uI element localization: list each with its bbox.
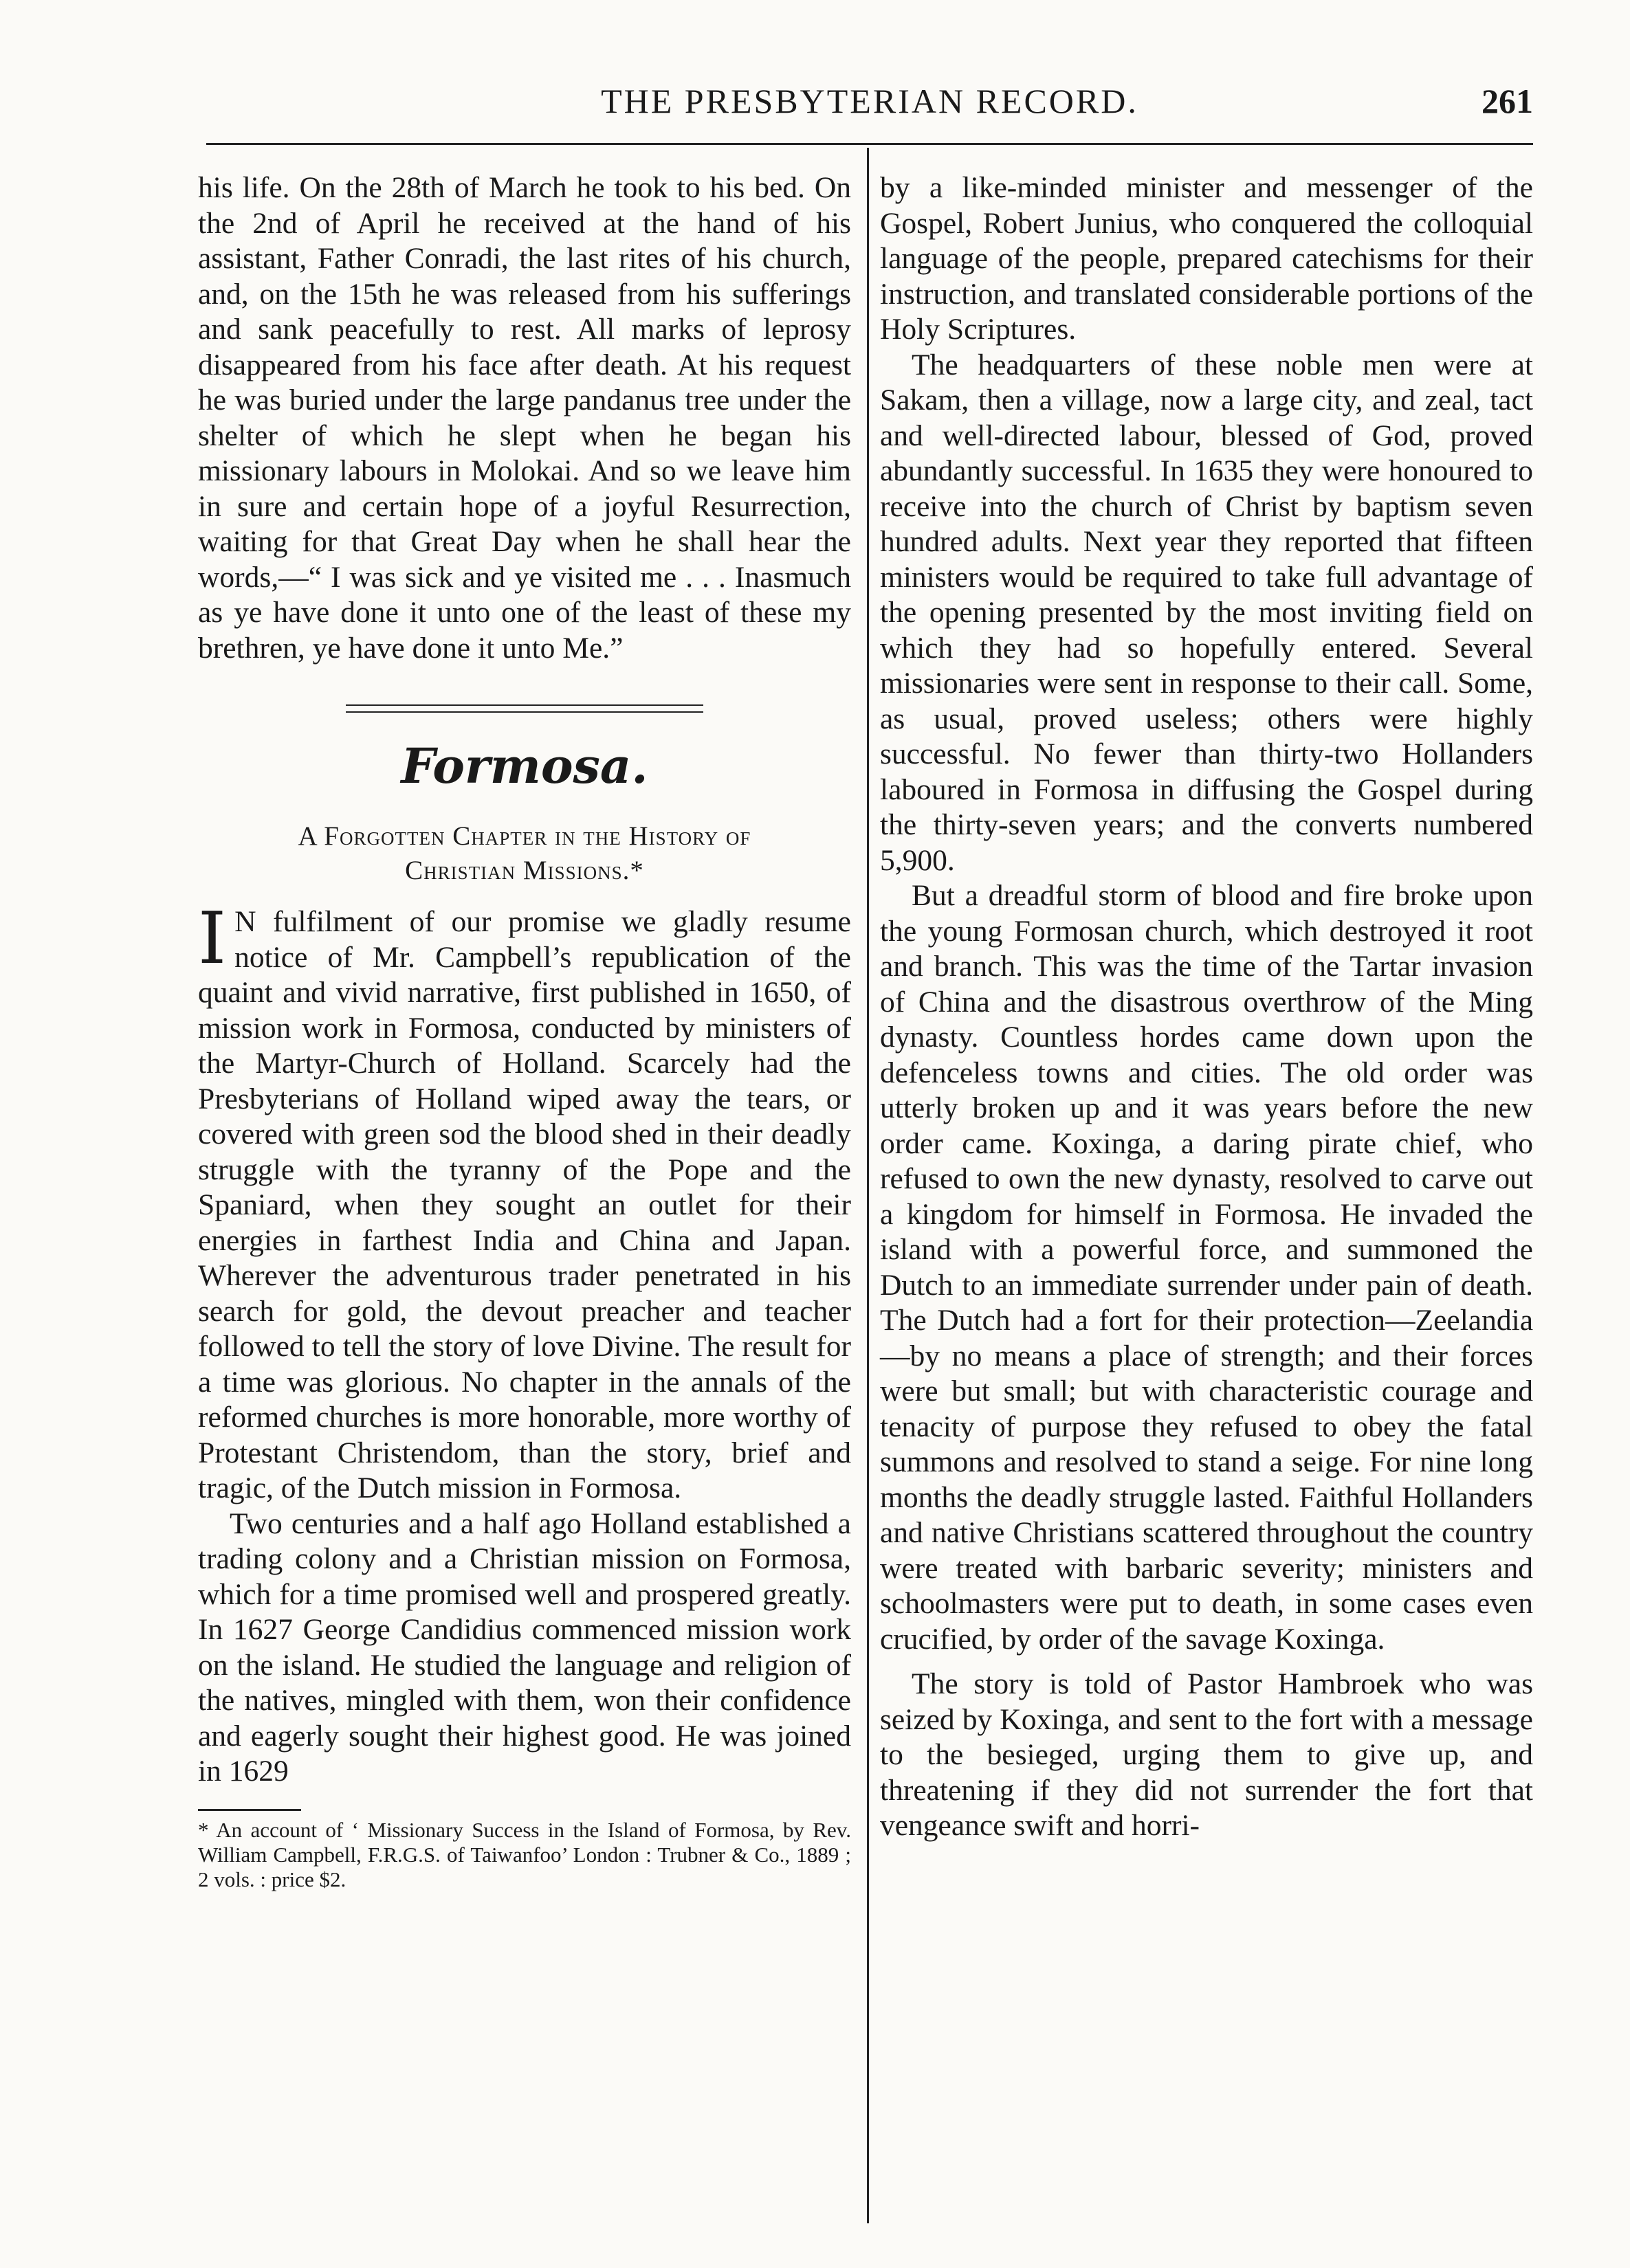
- article-subtitle: [198, 819, 851, 888]
- article-paragraph-1: [198, 896, 851, 1507]
- right-column: [880, 170, 1533, 1844]
- left-column: [198, 170, 851, 1892]
- right-paragraph-3: But a dreadful storm of blood and fire broke upon the young Formosan church, which destroyed it root and branch. This was the time of the Tartar invasion of China and the disastrous overthrow of the Ming dynasty. Countless hordes came down upon the defenceless towns and cities. The old order was utterly broken up and it was years before the new order came. Koxinga, a daring pirate chief, who refused to own the new dynasty, resolved to carve out a kingdom for himself in Formosa. He invaded the island with a powerful force, and summoned the Dutch to an immediate surrender under pain of death. The Dutch had a fort for their protection—Zeelandia—by no means a place of strength; and their forces were but small; but with characteristic courage and tenacity of purpose they refused to obey the fatal summons and resolved to stand a seige. For nine long months the deadly struggle lasted. Faithful Hollanders and native Christians scattered throughout the country were treated with barbaric severity; ministers and schoolmasters were put to death, in some cases even crucified, by order of the savage Koxinga.: [880, 879, 1533, 1656]
- footnote-rule: [198, 1809, 301, 1811]
- article-paragraph-2: Two centuries and a half ago Holland established a trading colony and a Christian mission on Formosa, which for a time promised well and prospered greatly. In 1627 George Candidius commenced mission work on the island. He studied the language and religion of the natives, mingled with them, won their confidence and eagerly sought their highest good. He was joined in 1629: [198, 1507, 851, 1788]
- page-number: 261: [1482, 82, 1533, 120]
- subtitle-line-2: Christian Missions.*: [405, 856, 644, 885]
- continued-paragraph: his life. On the 28th of March he took to his bed. On the 2nd of April he received at the hand of his assistant, Father Conradi, the last rites of his church, and, on the 15th he was released from his sufferings and sank peacefully to rest. All marks of leprosy disappeared from his face after death. At his request he was buried under the large pandanus tree under the shelter of which he slept when he began his missionary labours in Molokai. And so we leave him in sure and certain hope of a joyful Resurrection, waiting for that Great Day when he shall hear the words,—“ I was sick and ye visited me . . . Inasmuch as ye have done it unto one of the least of these my brethren, ye have done it unto Me.”: [198, 171, 851, 665]
- running-title: THE PRESBYTERIAN RECORD.: [601, 82, 1138, 120]
- right-paragraph-2: The headquarters of these noble men were at Sakam, then a village, now a large city, and zeal, tact and well-directed labour, blessed of God, proved abundantly successful. In 1635 they were honoured to receive into the church of Christ by baptism seven hundred adults. Next year they reported that fifteen ministers would be required to take full advantage of the opening presented by the most inviting field on which they had so hopefully entered. Several missionaries were sent in response to their call. Some, as usual, proved useless; others were highly successful. No fewer than thirty-two Hollanders laboured in Formosa in diffusing the Gospel during the thirty-seven years; and the converts numbered 5,900.: [880, 348, 1533, 877]
- right-paragraph-4: The story is told of Pastor Hambroek who was seized by Koxinga, and sent to the fort with a message to the besieged, urging them to give up, and threatening if they did not surrender the fort that vengeance swift and horri-: [880, 1667, 1533, 1842]
- column-divider: [867, 148, 869, 2223]
- drop-cap: I: [198, 896, 227, 980]
- article-paragraph-1-text: N fulfilment of our promise we gladly resume notice of Mr. Campbell’s republication of the quaint and vivid narrative, first published in 1650, of mission work in Formosa, conducted by ministers of the Martyr-Church of Holland. Scarcely had the Presbyterians of Holland wiped away the tears, or covered with green sod the blood shed in their deadly struggle with the tyranny of the Pope and the Spaniard, when they sought an outlet for their energies in farthest India and China and Japan. Wherever the adventurous trader penetrated in his search for gold, the devout preacher and teacher followed to tell the story of love Divine. The result for a time was glorious. No chapter in the annals of the reformed churches is more honorable, more worthy of Protestant Christendom, than the story, brief and tragic, of the Dutch mission in Formosa.: [198, 905, 851, 1504]
- right-paragraph-1: by a like-minded minister and messenger of the Gospel, Robert Junius, who conquered the colloquial language of the people, prepared catechisms for their instruction, and translated considerable portions of the Holy Scriptures.: [880, 171, 1533, 346]
- section-divider: [346, 704, 703, 713]
- section-title: Formosa.: [401, 737, 648, 794]
- footnote: * An account of ‘ Missionary Success in the Island of Formosa, by Rev. William Campbell, F.R.G.S. of Taiwanfoo’ London : Trubner & Co., 1889 ; 2 vols. : price $2.: [198, 1817, 851, 1891]
- subtitle-line-1: A Forgotten Chapter in the History of: [298, 821, 751, 851]
- header-rule: [206, 143, 1533, 145]
- page-header: [206, 81, 1533, 143]
